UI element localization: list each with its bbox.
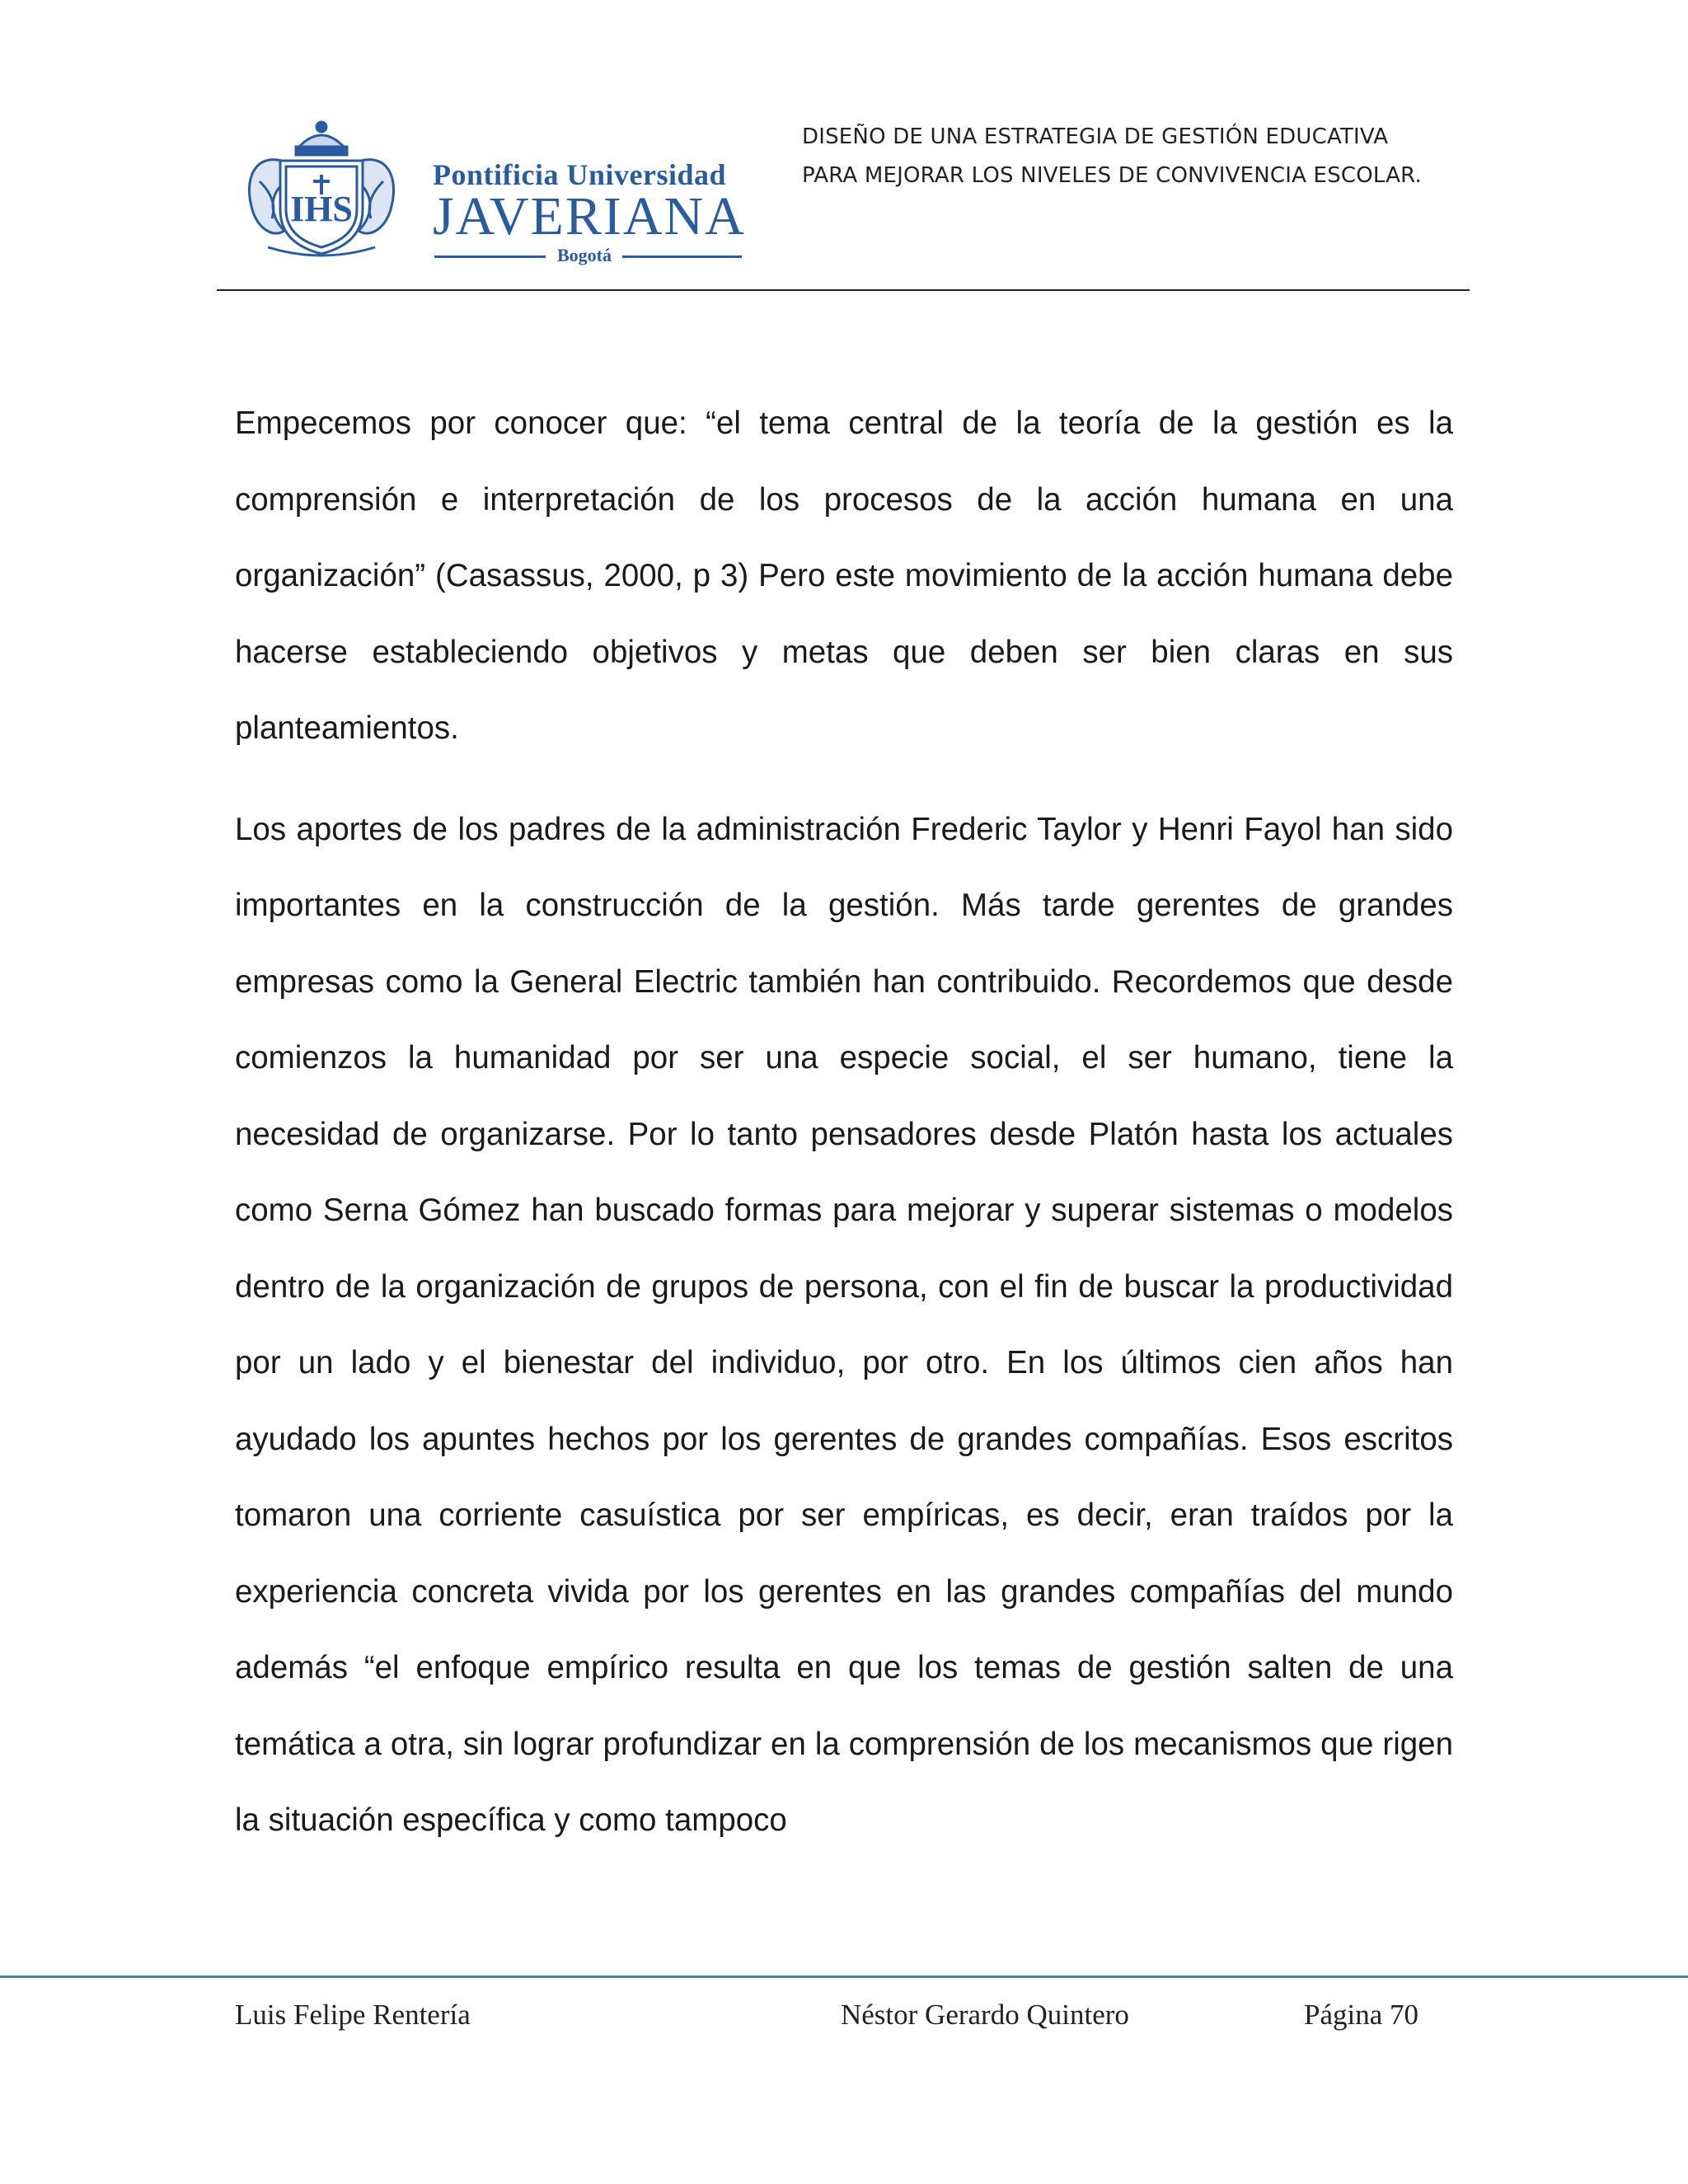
header-divider — [217, 289, 1470, 291]
logo-wordmark — [433, 158, 746, 269]
university-logo — [235, 115, 746, 265]
document-title-line-1: DISEÑO DE UNA ESTRATEGIA DE GESTIÓN EDUCATIVA — [802, 124, 1389, 149]
document-title — [802, 118, 1478, 195]
document-title-line-2: PARA MEJORAR LOS NIVELES DE CONVIVENCIA ESCOLAR. — [802, 163, 1422, 188]
logo-rule-left — [434, 255, 546, 258]
page-number: Página 70 — [1304, 1999, 1419, 2031]
logo-rule-right — [622, 255, 742, 258]
paragraph: Los aportes de los padres de la administración Frederic Taylor y Henri Fayol han sido importantes en la construcción de la gestión. Más tarde gerentes de grandes empresas como la General Electric también han contribuido. Recordemos que desde comienzos la humanidad por ser una especie social, el ser humano, tiene la necesidad de organizarse. Por lo tanto pensadores desde Platón hasta los actuales como Serna Gómez han buscado formas para mejorar y superar sistemas o modelos dentro de la organización de grupos de persona, con el fin de buscar la productividad por un lado y el bienestar del individuo, por otro. En los últimos cien años han ayudado los apuntes hechos por los gerentes de grandes compañías. Esos escritos tomaron una corriente casuística por ser empíricas, es decir, eran traídos por la experiencia concreta vivida por los gerentes en las grandes compañías del mundo además “el enfoque empírico resulta en que los temas de gestión salten de una temática a otra, sin lograr profundizar en la comprensión de los mecanismos que rigen la situación específica y como tampoco — [235, 811, 1453, 1838]
page-footer — [0, 1994, 1688, 2044]
footer-author-1: Luis Felipe Rentería — [235, 1999, 471, 2031]
crest-monogram: IHS — [290, 189, 353, 229]
logo-line-university: Pontificia Universidad — [433, 158, 727, 191]
logo-line-city — [433, 244, 746, 269]
body-text — [235, 386, 1453, 1859]
footer-author-2: Néstor Gerardo Quintero — [841, 1999, 1129, 2031]
logo-line-javeriana: JAVERIANA — [433, 186, 746, 246]
crest-icon — [235, 115, 408, 260]
paragraph: Empecemos por conocer que: “el tema central de la teoría de la gestión es la comprensión e interpretación de los procesos de la acción humana en una organización” (Casassus, 2000, p 3) Pero este movimiento de la acción humana debe hacerse estableciendo objetivos y metas que deben ser bien claras en sus planteamientos. — [235, 405, 1453, 746]
footer-divider — [0, 1975, 1688, 1978]
page-header — [0, 0, 1688, 297]
logo-city: Bogotá — [557, 245, 612, 265]
